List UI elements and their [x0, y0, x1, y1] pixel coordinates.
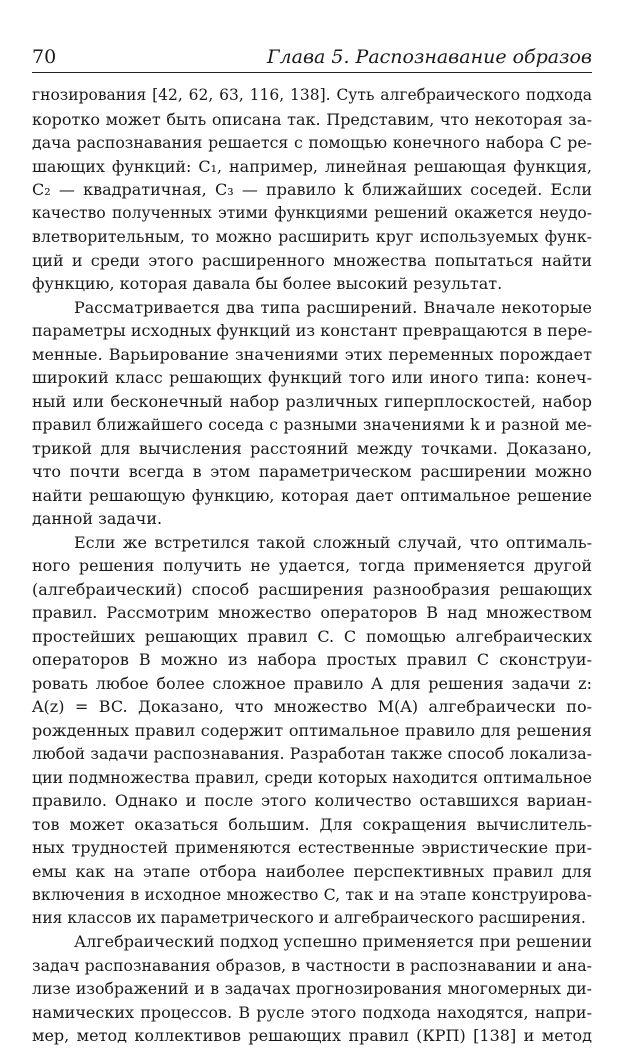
text-line: влетворительным, то можно расширить круг используемых функ-: [32, 227, 592, 246]
text-line: задач распознавания образов, в частности в распознавании и ана-: [32, 955, 592, 975]
text-line: (алгебраический) способ расширения разнообразия решающих: [32, 579, 592, 599]
text-line: данной задачи.: [32, 509, 163, 528]
text-line: лизе изображений и в задачах прогнозирования многомерных ди-: [32, 979, 592, 998]
text-line: дача распознавания решается с помощью конечного набора C ре-: [32, 133, 592, 152]
text-line: ции подмножества правил, среди которых находится оптимальное: [32, 767, 592, 787]
text-line: любой задачи распознавания. Разработан также способ локализа-: [32, 744, 592, 763]
text-line: включения в исходное множество C, так и на этапе конструирова-: [32, 885, 592, 904]
text-line: правил ближайшего соседа с разными значениями k и разной ме-: [32, 415, 592, 434]
page-body: [32, 84, 592, 1048]
text-line: намических процессов. В русле этого подхода находятся, напри-: [32, 1002, 592, 1022]
text-line: ровать любое более сложное правило A для решения задачи z:: [32, 673, 592, 693]
text-line: ных трудностей применяются естественные эвристические при-: [32, 838, 592, 857]
text-line: коротко может быть описана так. Представим, что некоторая за-: [32, 109, 592, 129]
text-line: шающих функций: C₁, например, линейная решающая функция,: [32, 156, 592, 176]
text-line: широкий класс решающих функций того или иного типа: конеч-: [32, 368, 592, 387]
text-line: правило. Однако и после этого количество оставшихся вариан-: [32, 791, 592, 810]
text-line: Алгебраический подход успешно применяется при решении: [74, 932, 592, 951]
text-line: C₂ — квадратичная, C₃ — правило k ближайших соседей. Если: [32, 180, 592, 199]
page-number: 70: [32, 46, 57, 68]
text-line: ный или бесконечный набор различных гиперплоскостей, набор: [32, 391, 592, 411]
text-line: Рассматривается два типа расширений. Вначале некоторые: [74, 297, 592, 317]
text-line: ния классов их параметрического и алгебраического расширения.: [32, 908, 586, 927]
page-header: [32, 42, 592, 73]
text-line: емы как на этапе отбора наиболее перспективных правил для: [32, 861, 592, 881]
text-line: тов может оказаться большим. Для сокращения вычислитель-: [32, 814, 592, 834]
text-line: правил. Рассмотрим множество операторов B над множеством: [32, 603, 592, 622]
text-line: функцию, которая давала бы более высокий результат.: [32, 274, 503, 293]
text-line: трикой для вычисления расстояний между точками. Доказано,: [32, 438, 592, 458]
text-line: Если же встретился такой сложный случай, что оптималь-: [74, 532, 592, 552]
text-line: что почти всегда в этом параметрическом расширении можно: [32, 462, 592, 481]
text-line: ций и среди этого расширенного множества попытаться найти: [32, 250, 592, 270]
paragraph: [32, 296, 592, 531]
text-line: параметры исходных функций из констант превращаются в пере-: [32, 321, 593, 340]
text-line: менные. Варьирование значениями этих переменных порождает: [32, 344, 592, 364]
text-line: рожденных правил содержит оптимальное правило для решения: [32, 720, 592, 740]
text-line: качество полученных этими функциями решений окажется неудо-: [32, 203, 592, 222]
paragraph: [32, 930, 592, 1048]
text-line: гнозирования [42, 62, 63, 116, 138]. Суть алгебраического подхода: [32, 86, 592, 104]
text-line: найти решающую функцию, которая дает оптимальное решение: [32, 485, 592, 505]
running-head: Глава 5. Распознавание образов: [266, 46, 592, 68]
text-line: операторов B можно из набора простых правил C сконструи-: [32, 650, 592, 669]
paragraph: [32, 84, 592, 296]
text-line: мер, метод коллективов решающих правил (КРП) [138] и метод: [32, 1026, 592, 1045]
text-line: A(z) = BC. Доказано, что множество M(A) алгебраически по-: [32, 697, 592, 716]
paragraph: [32, 531, 592, 931]
text-line: простейших решающих правил C. С помощью алгебраических: [32, 626, 592, 646]
text-line: ного решения получить не удается, тогда применяется другой: [32, 556, 592, 575]
